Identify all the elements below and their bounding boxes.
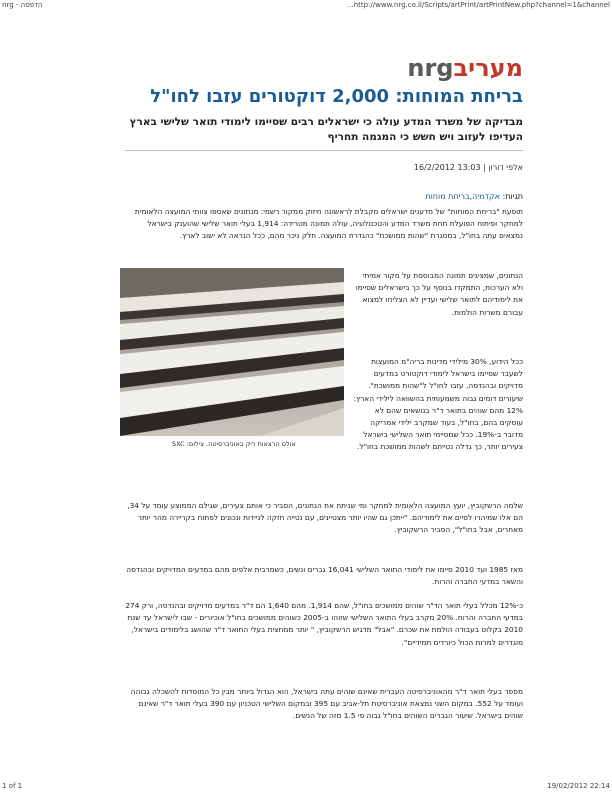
browser-url: http://www.nrg.co.il/Scripts/artPrint/artPrintNew.php?channel=1&channel... (347, 1, 610, 9)
tags-label: תגיות: (502, 192, 523, 201)
browser-tab-title: nrg - הדפסה (2, 1, 43, 9)
article-tags (425, 192, 523, 201)
article-paragraph-7: מספר בעלי תואר ד"ר מהאוניברסיטה העברית שאינם שוהים עתה בישראל, הוא הגדול ביותר מבין כל המוסדות להשכלה גבוהה ועומד על 552. במקום השני נמצאת אוניברסיטת תל-אביב עם 395 ובמקום השלישי הטכניון עם 390 בעלי תואר ד"ר שאינם שוהים בישראל. שיעור הגברים השוהים בחו"ל גבוה פי 1.5 מזה של הנשים. (130, 687, 523, 721)
article-paragraph-6: כ-12% מכלל בעלי תואר הד"ר שוהים ממושכים בחו"ל, שהם 1,914. מהם 1,640 הם ד"ר במדעים מדויקים ובהנדסה, ורק 274 במדעי החברה והרוח. 20% מקרב בעלי התואר השלישי שזוהו ב-2005 כשוהים ממושכים בחו"ל אוכיורים - שבו לישראל עד שנת 2010 בקלוט בעבודה הולמת את שכרם. "אבל" מדגיש הרשקוביץ, " יותר ממחצית בעלי התואר ד"ר שהושג בלימודים בישראל, מוגדרים למרות הכול כיורדים תמידיים". (125, 601, 523, 647)
article-subtitle: מבדיקה של משרד המדע עולה כי ישראלים רבים שסיימו לימודי תואר שלישי בארץ העדיפו לעזוב ויש חשש כי המגמה תחריף (129, 116, 523, 143)
photo-caption: אולם הרצאות ריק באוניברסיטה. צילום: SXC (172, 440, 296, 448)
article-paragraph-1: תופעת "בריחת המוחות" של מדענים ישראלים מקבלת לראשונה חיזוק ממקור רשמי: מנתונים שאספו צוותי המועצה הלאומית למחקר ופיתוח הפועלת תחת משרד המדע והטכנולוגיה, עולה תמונה מטרידה: 1,914 בעלי תואר שלישי שהוענק בישראל נמצאים עתה בחו"ל, במסגרת "שהות ממושכת" כהגדרת המועצה. חלק ניכר מהם, ככל הנראה לא ישוב לארץ. (134, 207, 523, 241)
tags-links[interactable]: אקדמיה,בריחת מוחות (425, 192, 500, 201)
article-paragraph-2: הנתונים, שמציגים תמונה המבוססת על מקור אמיתי ולא הערכות, התמקדו בנוסף על כך בישראלים שסיימו את לימודיהם לתואר שלישי ועדיין לא הצליחו למצוא עבורם משרות הולמות. (355, 271, 523, 317)
logo-maariv: מעריב (453, 54, 523, 82)
article-paragraph-4: שלמה הרשקוביץ, יועץ המועצה הלאומית למחקר ומי שניתח את הנתונים, הסביר כי אותם צעירים, שגילם הממוצע עומד על 34, הם אלו שמיהרו לסיים את לימודיהם. "ייתכן גם שהיו יותר מצטיינים, עם נטייה חזקה לניידות ונכונים לפתוח בקריירה מהר יותר מאחרים, אבל בחו"ל", הסביר הרשקוביץ. (127, 501, 523, 535)
article-paragraph-5: מאז 1985 ועד 2010 סיימו את לימודי התואר השלישי 16,041 גברים ונשים, כשמרבית אלפים מהם במדעים המדויקים ובהנדסה והשאר במדעי החברה והרוח. (126, 565, 523, 587)
lecture-hall-photo (120, 268, 344, 436)
divider (125, 150, 523, 151)
lecture-hall-image (120, 268, 344, 436)
page-count: 1 of 1 (2, 782, 23, 790)
article-title: בריחת המוחות: 2,000 דוקטורים עזבו לחו"ל (150, 86, 523, 107)
article-byline: אלפי דורון | 13:03 16/2/2012 (413, 163, 523, 172)
logo-nrg: nrg (407, 54, 454, 82)
article-paragraph-3: ככל הידוע, 30% מילידי מדינות בריה"מ המועצות לשעבר שסיימו בישראל לימודי דוקטורט במדעים מדויקים ובהנדסה, עזבו לחו"ל ל"שהות ממושכת". שיעורים דומים גבוה משמעותית בהשוואה לילידי הארץ: 12% מהם שוהים בתואר ד"ר בנושאים שהם לא עוסקים בהם, בחו"ל, בעוד שמקרב ילידי אמריקה מדובר ב-19%. ככל שמסיימי תואר השלישי בישראל צעירים יותר, כך גדלה נטייתם לשהות ממושכת בחו"ל. (353, 357, 523, 452)
nrg-maariv-logo[interactable] (407, 56, 523, 80)
print-timestamp: 19/02/2012 22:14 (547, 782, 610, 790)
